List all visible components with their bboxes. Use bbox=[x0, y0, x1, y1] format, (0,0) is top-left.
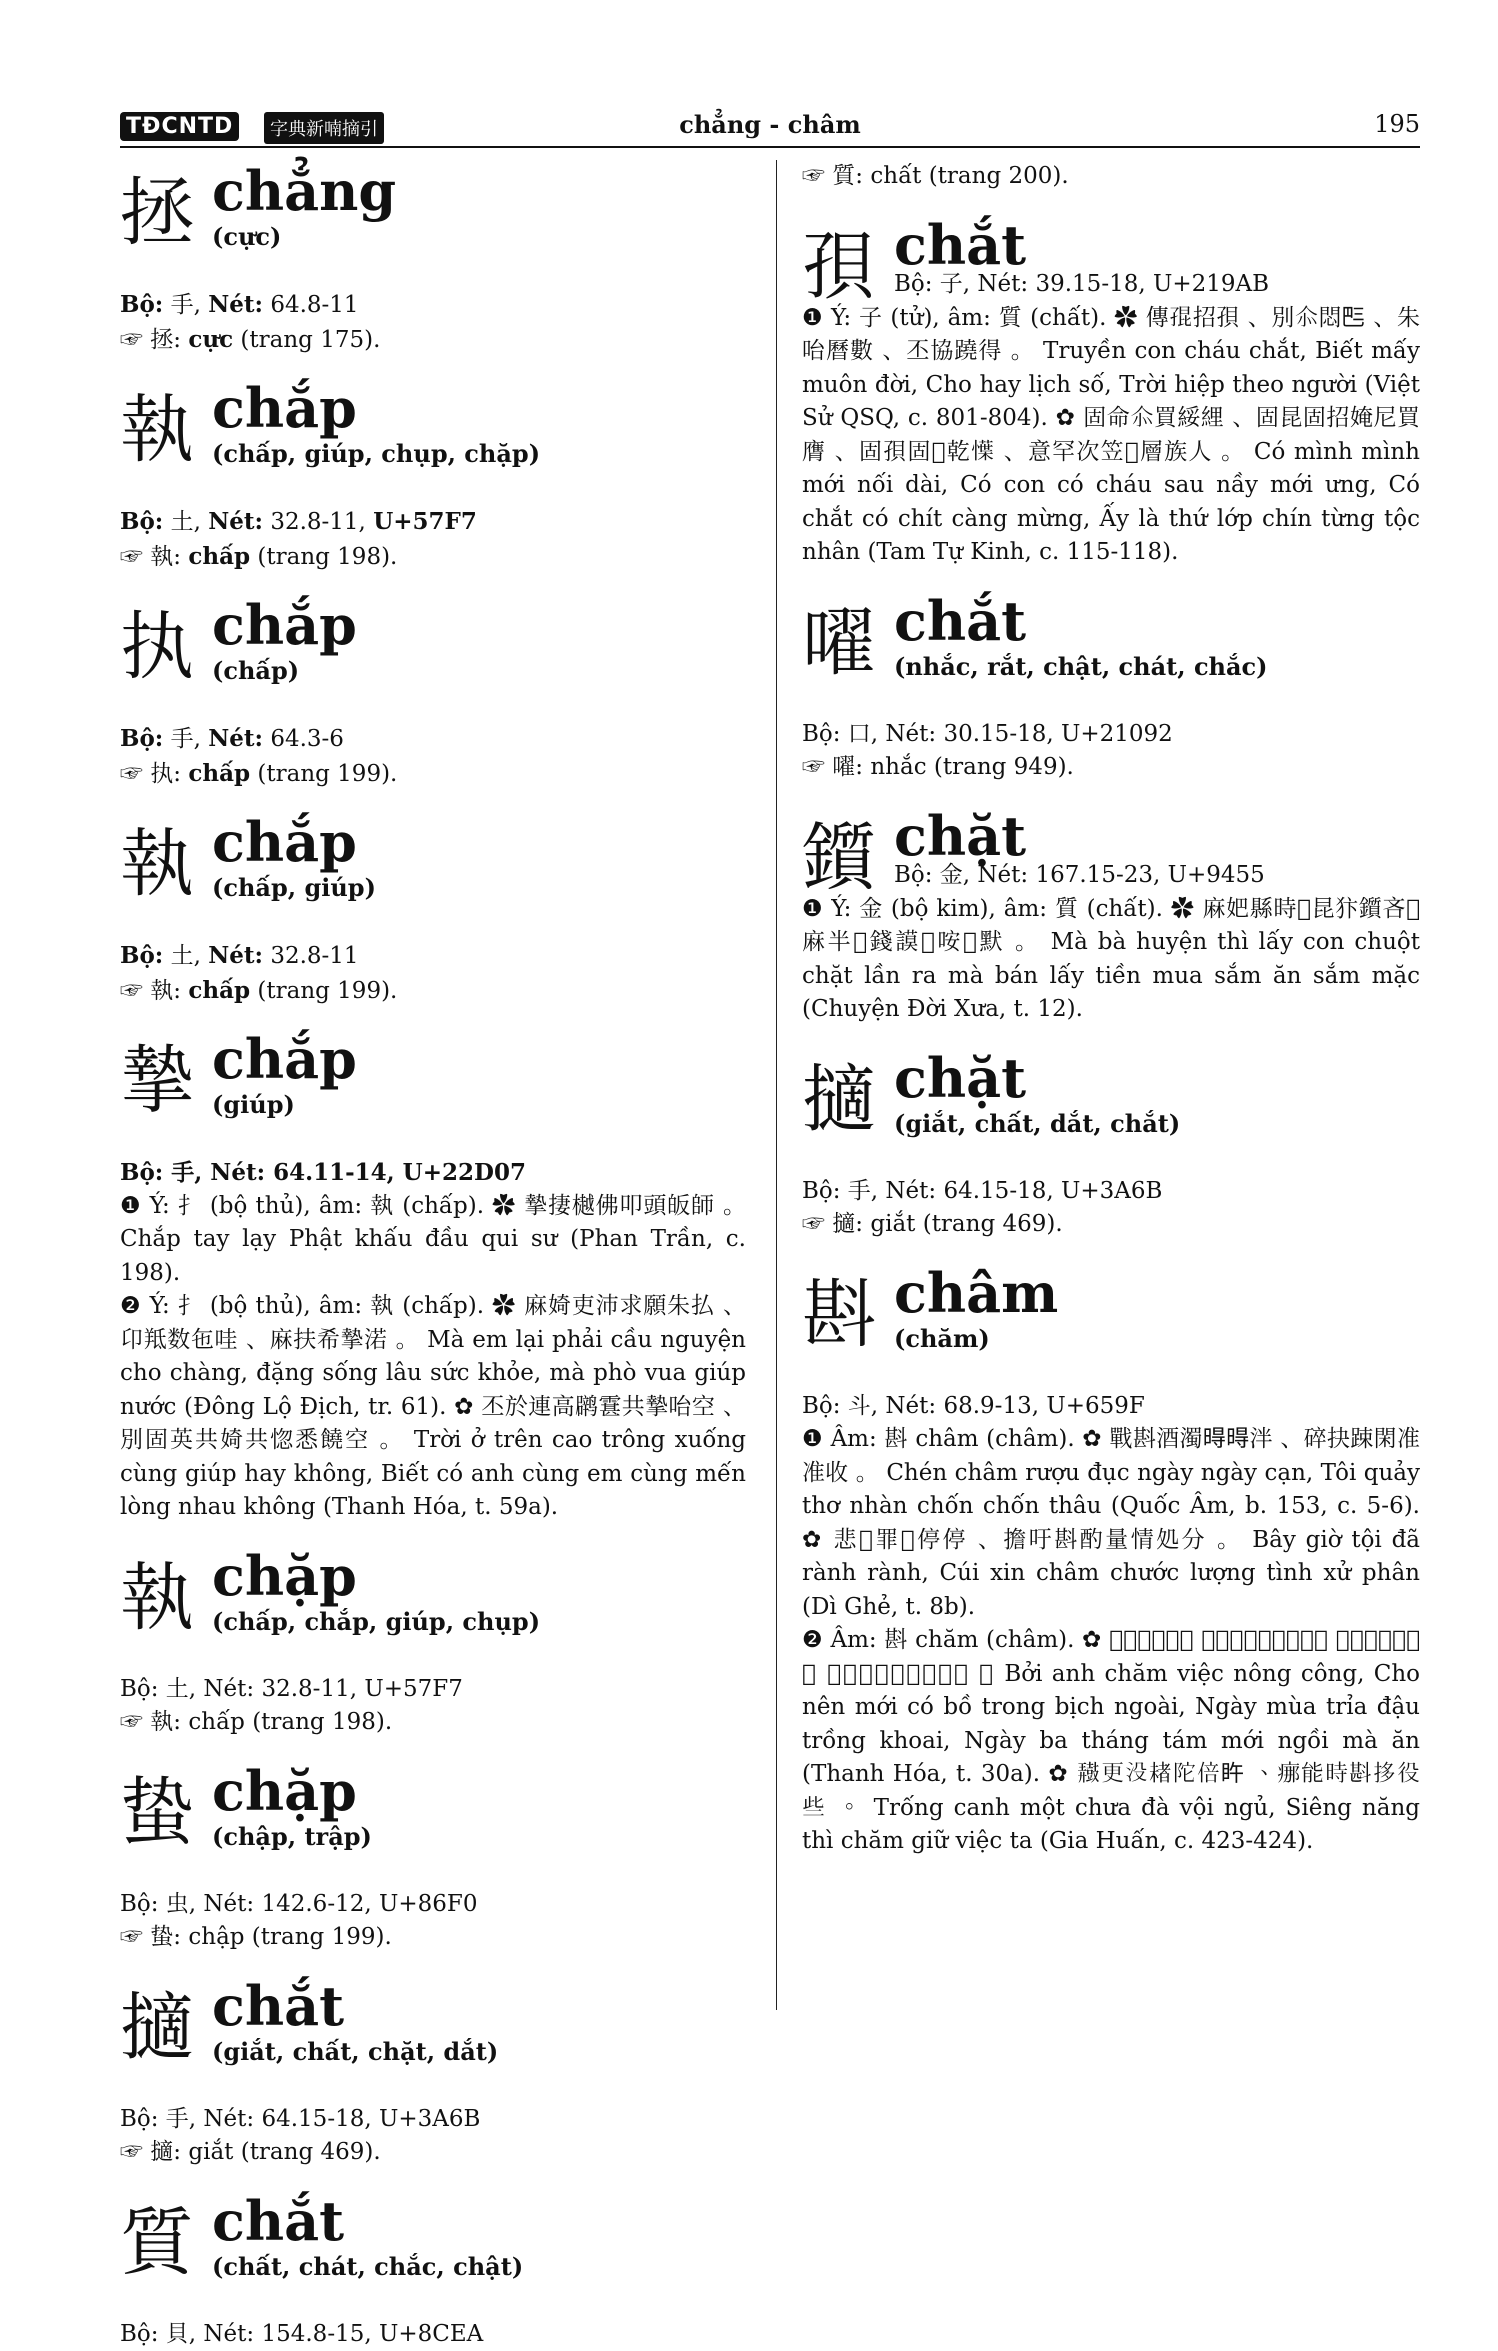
page-number: 195 bbox=[1374, 110, 1420, 138]
entry-variants: (cực) bbox=[212, 220, 281, 254]
entry-character: 孭 bbox=[802, 222, 876, 312]
entry-headword: chắp bbox=[212, 594, 357, 656]
entry-reference: ☞ 嚁: nhắc (trang 949). bbox=[802, 751, 1420, 785]
entry-variants: (chấp) bbox=[212, 654, 299, 688]
entry-character: 执 bbox=[120, 602, 194, 692]
entry-bo-line: Bộ: 手, Nét: 64.3-6 bbox=[120, 722, 746, 757]
dictionary-entry bbox=[120, 377, 746, 574]
dictionary-entry bbox=[120, 1975, 746, 2170]
entry-bo-line: Bộ: 子, Nét: 39.15-18, U+219AB bbox=[894, 268, 1269, 302]
entry-headword: chắt bbox=[212, 2190, 344, 2252]
entry-headword: chắp bbox=[212, 1028, 357, 1090]
entry-variants: (giắt, chất, chặt, dắt) bbox=[212, 2035, 498, 2069]
entry-bo-line: Bộ: 手, Nét: 64.11-14, U+22D07 bbox=[120, 1156, 746, 1190]
entry-bo-line: Bộ: 金, Nét: 167.15-23, U+9455 bbox=[894, 859, 1265, 893]
entry-reference: ☞ 蛰: chập (trang 199). bbox=[120, 1921, 746, 1955]
entry-bo-line: Bộ: 手, Nét: 64.15-18, U+3A6B bbox=[120, 2103, 746, 2137]
dictionary-entry bbox=[120, 1545, 746, 1740]
book-logo-han-nom: 字典新喃摘引 bbox=[264, 112, 384, 144]
entry-character: 執 bbox=[120, 385, 194, 475]
right-column bbox=[802, 160, 1420, 1859]
entry-headword: chắp bbox=[212, 377, 357, 439]
entry-sense-2: ❷ Âm: 斟 chăm (châm). ✿ 𪱗英斟役農功 、朱铖買固蒲𨕭𡗅外 、𣈜務沛豆揰𦼔 、𣈜巴𦖑𠓨買坐麻咹 。 Bởi anh chăm việc nông công, Cho nên mới có bồ trong bịch ngoài, Ngày mùa trỉa đậu trồng khoai, Ngày ba tháng tám mới ngồi mà ăn (Thanh Hóa, t. 30a). ✿ 𪔠更没𣗓陀倍𥄭 、𤶸能時斟拸役些 。 Trống canh một chưa đà vội ngủ, Siêng năng thì chăm giữ việc ta (Gia Huấn, c. 423-424). bbox=[802, 1624, 1420, 1859]
entry-character: 拯 bbox=[120, 168, 194, 258]
entry-headword: chặt bbox=[894, 1047, 1026, 1109]
entry-character: 蛰 bbox=[120, 1768, 194, 1858]
entry-variants: (chăm) bbox=[894, 1322, 990, 1356]
entry-character: 執 bbox=[120, 1553, 194, 1643]
entry-variants: (nhắc, rắt, chật, chát, chắc) bbox=[894, 650, 1268, 684]
entry-character: 嚁 bbox=[802, 598, 876, 688]
dictionary-entry bbox=[120, 1028, 746, 1525]
entry-sense-2: ❷ Ý: 扌 (bộ thủ), âm: 執 (chấp). ✿ 麻婍吏沛求願朱払 、卬羝数㐌哇 、麻扶希摯渃 。 Mà em lại phải cầu nguyện cho chàng, đặng sống lâu sức khỏe, mà phò vua giúp nước (Đông Lộ Địch, tr. 61). ✿ 丕於連高䴙䨢共摯咍空 、別固英共婍共惚悉饒空 。 Trời ở trên cao trông xuống cùng giúp hay không, Biết có anh cùng em cùng mến lòng nhau không (Thanh Hóa, t. 59a). bbox=[120, 1290, 746, 1525]
entry-bo-line: Bộ: 手, Nét: 64.8-11 bbox=[120, 288, 746, 323]
entry-reference: ☞ 执: chấp (trang 199). bbox=[120, 757, 746, 792]
entry-bo-line: Bộ: 土, Nét: 32.8-11 bbox=[120, 939, 746, 974]
dictionary-entry bbox=[120, 2190, 746, 2351]
entry-bo-line: Bộ: 口, Nét: 30.15-18, U+21092 bbox=[802, 718, 1420, 752]
running-title: chẳng - châm bbox=[120, 110, 1420, 139]
book-logo: TĐCNTD bbox=[120, 112, 239, 141]
entry-reference: ☞ 執: chấp (trang 198). bbox=[120, 540, 746, 575]
dictionary-entry bbox=[802, 805, 1420, 1027]
entry-variants: (chấp, giúp, chụp, chặp) bbox=[212, 437, 540, 471]
entry-headword: chặp bbox=[212, 1760, 357, 1822]
entry-character: 質 bbox=[120, 2198, 194, 2288]
entry-sense-1: ❶ Ý: 扌 (bộ thủ), âm: 執 (chấp). ✿ 摯捿樾佛叩頭皈師 。 Chắp tay lạy Phật khấu đầu qui sư (Phan Trần, c. 198). bbox=[120, 1190, 746, 1291]
dictionary-entry bbox=[120, 594, 746, 791]
entry-character: 斟 bbox=[802, 1270, 876, 1360]
entry-headword: chắt bbox=[894, 590, 1026, 652]
entry-character: 鑕 bbox=[802, 813, 876, 903]
dictionary-entry bbox=[802, 1262, 1420, 1859]
entry-variants: (chập, trập) bbox=[212, 1820, 372, 1854]
dictionary-entry bbox=[120, 1760, 746, 1955]
entry-reference: ☞ 擿: giắt (trang 469). bbox=[120, 2136, 746, 2170]
entry-headword: chẳng bbox=[212, 160, 396, 222]
entry-bo-line: Bộ: 貝, Nét: 154.8-15, U+8CEA bbox=[120, 2318, 746, 2351]
entry-sense-1: ❶ Ý: 金 (bộ kim), âm: 質 (chất). ✿ 麻妑縣時𥙩昆犿鑕吝𠺥麻半𥙩錢謨𢥮咹𢥮默 。 Mà bà huyện thì lấy con chuột chặt lần ra mà bán lấy tiền mua sắm ăn sắm mặc (Chuyện Đời Xưa, t. 12). bbox=[802, 893, 1420, 1027]
entry-variants: (chất, chát, chắc, chật) bbox=[212, 2250, 523, 2284]
entry-variants: (giắt, chất, dắt, chắt) bbox=[894, 1107, 1180, 1141]
continued-reference: ☞ 質: chất (trang 200). bbox=[802, 160, 1420, 194]
entry-bo-line: Bộ: 虫, Nét: 142.6-12, U+86F0 bbox=[120, 1888, 746, 1922]
entry-headword: chặt bbox=[894, 805, 1026, 867]
dictionary-entry bbox=[802, 1047, 1420, 1242]
entry-variants: (chấp, chắp, giúp, chụp) bbox=[212, 1605, 540, 1639]
entry-bo-line: Bộ: 斗, Nét: 68.9-13, U+659F bbox=[802, 1390, 1420, 1424]
entry-headword: chắt bbox=[894, 214, 1026, 276]
entry-headword: châm bbox=[894, 1262, 1058, 1324]
entry-headword: chặp bbox=[212, 1545, 357, 1607]
entry-sense-1: ❶ Ý: 子 (tử), âm: 質 (chất). ✿ 傳𡥵招孭 、別𠇍悶𠀧 、朱咍曆數 、丕協蹺得 。 Truyền con cháu chắt, Biết mấy muôn đời, Cho hay lịch số, Trời hiệp theo người (Việt Sử QSQ, c. 801-804). ✿ 固命𠇍買綏䋥 、固昆固招㛪尼買膺 、固孭固𢧚乾𢢲 、意罕次笠𦁹層族人 。 Có mình mình mới nối dài, Có con có cháu sau nầy mới ưng, Có chắt có chít càng mừng, Ấy là thứ lớp chín từng tộc nhân (Tam Tự Kinh, c. 115-118). bbox=[802, 302, 1420, 570]
entry-character: 擿 bbox=[120, 1983, 194, 2073]
entry-sense-1: ❶ Âm: 斟 châm (châm). ✿ 戰斟酒濁𣈜𣈜泮 、碎抉踈閑准准收 。 Chén châm rượu đục ngày ngày cạn, Tôi quảy thơ nhàn chốn chốn thâu (Quốc Âm, b. 153, c. 5-6). ✿ 悲𣇞罪𢠩停停 、擔吁斟酌量情処分 。 Bây giờ tội đã rành rành, Cúi xin châm chước lượng tình xử phân (Dì Ghẻ, t. 8b). bbox=[802, 1423, 1420, 1624]
entry-character: 擿 bbox=[802, 1055, 876, 1145]
dictionary-entry bbox=[120, 160, 746, 357]
entry-character: 摯 bbox=[120, 1036, 194, 1126]
entry-headword: chắp bbox=[212, 811, 357, 873]
dictionary-entry bbox=[120, 811, 746, 1008]
entry-reference: ☞ 執: chấp (trang 198). bbox=[120, 1706, 746, 1740]
entry-reference: ☞ 拯: cực (trang 175). bbox=[120, 323, 746, 358]
entry-variants: (giúp) bbox=[212, 1088, 295, 1122]
column-divider bbox=[776, 160, 777, 2010]
dictionary-entry bbox=[802, 214, 1420, 570]
entry-bo-line: Bộ: 土, Nét: 32.8-11, U+57F7 bbox=[120, 505, 746, 540]
dictionary-entry bbox=[802, 590, 1420, 785]
entry-bo-line: Bộ: 手, Nét: 64.15-18, U+3A6B bbox=[802, 1175, 1420, 1209]
entry-variants: (chấp, giúp) bbox=[212, 871, 376, 905]
page-header bbox=[120, 108, 1420, 148]
entry-headword: chắt bbox=[212, 1975, 344, 2037]
left-column bbox=[120, 160, 746, 2351]
entry-bo-line: Bộ: 土, Nét: 32.8-11, U+57F7 bbox=[120, 1673, 746, 1707]
entry-character: 執 bbox=[120, 819, 194, 909]
entry-reference: ☞ 執: chấp (trang 199). bbox=[120, 974, 746, 1009]
entry-reference: ☞ 擿: giắt (trang 469). bbox=[802, 1208, 1420, 1242]
header-rule bbox=[120, 146, 1420, 148]
